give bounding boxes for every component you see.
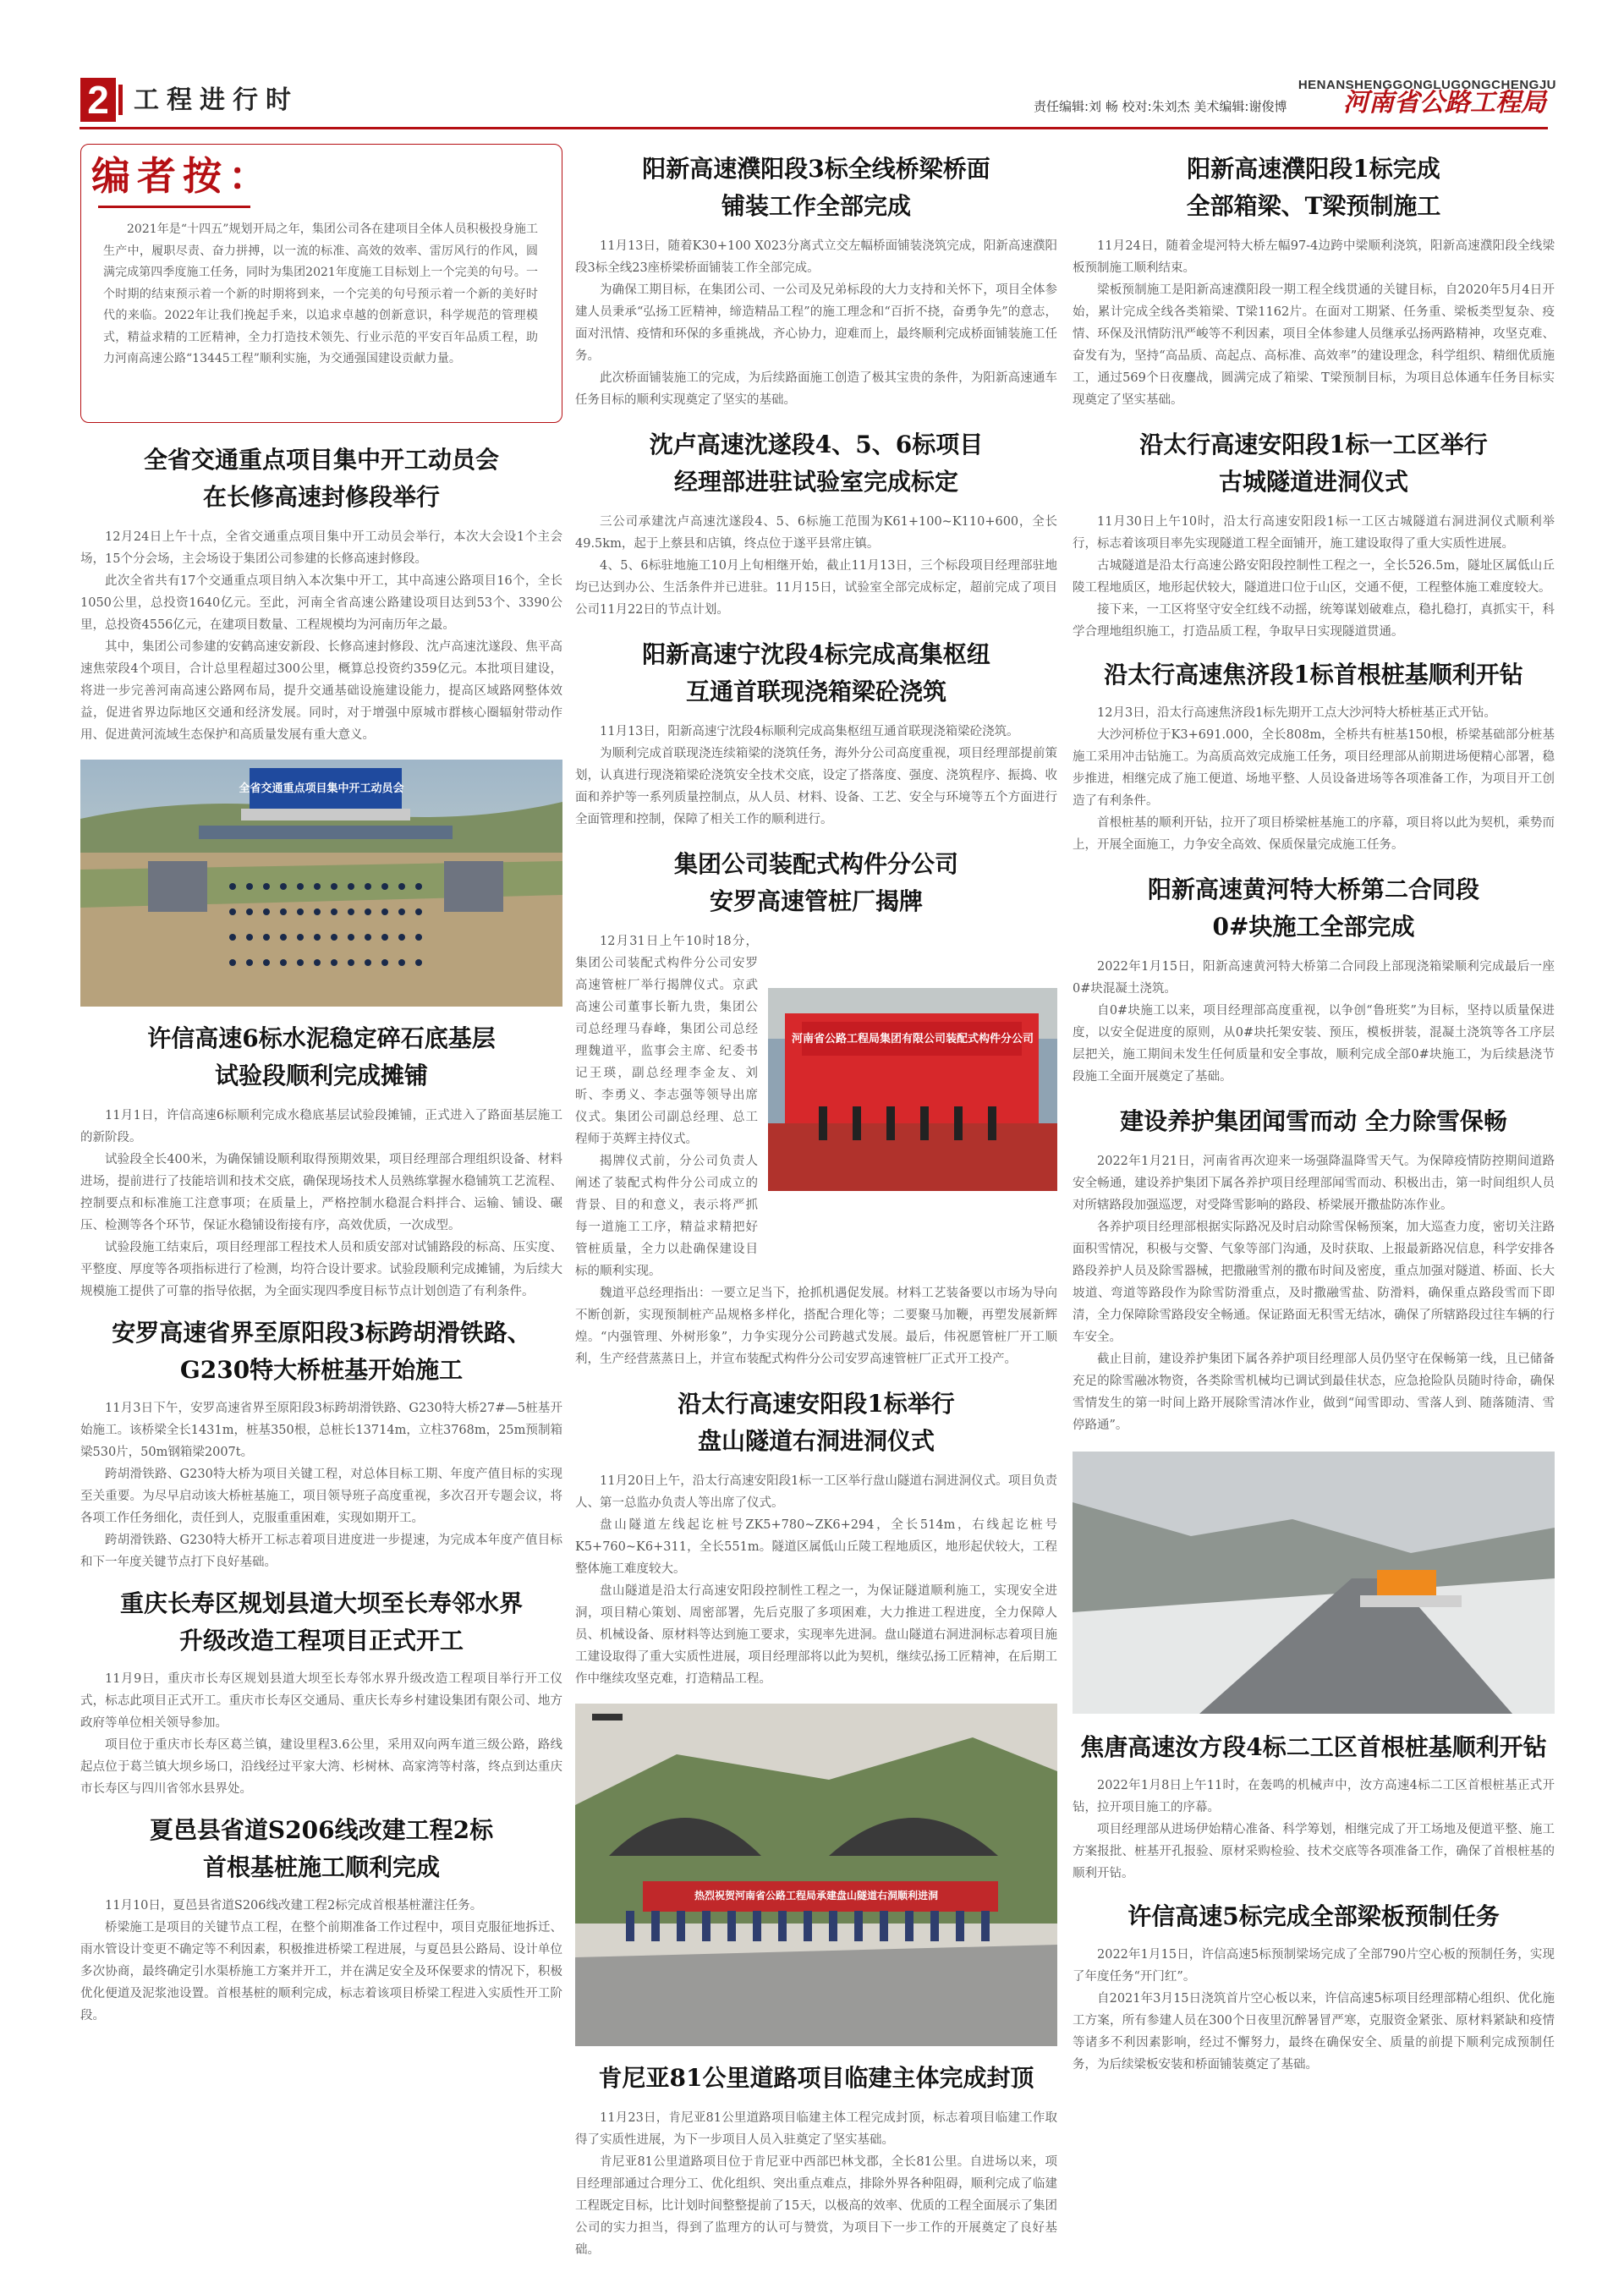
article	[575, 846, 1057, 1370]
article-title: 建设养护集团闻雪而动 全力除雪保畅	[1120, 1107, 1507, 1135]
article-paragraph: 2022年1月21日，河南省再次迎来一场强降温降雪天气。为保障疫情防控期间道路安全畅通，建设养护集团下属各养护项目经理部闻雪而动、积极出击，第一时间组织人员对所辖路段加强巡逻，对受降雪影响的路段、桥梁展开撒盐防冻作业。	[1073, 1155, 1555, 1212]
article-title: 沈卢高速沈遂段4、5、6标项目 经理部进驻试验室完成标定	[649, 431, 984, 496]
editor-note-underline	[98, 206, 250, 208]
article-paragraph: 试验段全长400米，为确保铺设顺利取得预期效果，项目经理部合理组织设备、材料进场，提前进行了技能培训和技术交底，确保现场技术人员熟练掌握水稳铺筑工艺流程、控制要点和标准施工注意事项；在质量上，严格控制水稳混合料拌合、运输、铺设、碾压、检测等各个环节，保证水稳铺设衔接有序，高效优质，一次成型。	[80, 1153, 562, 1232]
factory-photo-svg	[768, 988, 1057, 1191]
article-paragraph: 首根桩基的顺利开钻，拉开了项目桥梁桩基施工的序幕，项目将以此为契机，乘势而上，开展全面施工，力争安全高效、保质保量完成施工任务。	[1073, 816, 1555, 852]
article-paragraph: 11月20日上午，沿太行高速安阳段1标一工区举行盘山隧道右洞进洞仪式。项目负责人、第一总监办负责人等出席了仪式。	[575, 1474, 1057, 1510]
article-body	[80, 526, 562, 746]
article-paragraph: 接下来，一工区将坚守安全红线不动摇，统筹谋划破难点，稳扎稳打，真抓实干，科学合理地组织施工，打造品质工程，争取早日实现隧道贯通。	[1073, 603, 1555, 639]
header-org-name: 河南省公路工程局	[1343, 88, 1546, 118]
article-paragraph: 肯尼亚81公里道路项目位于肯尼亚中西部巴林戈郡，全长81公里。自进场以来，项目经理部通过合理分工、优化组织、突出重点难点，排除外界各种阻碍，顺利完成了临建工程既定目标，比计划时间整整提前了15天，以极高的效率、优质的工程全面展示了集团公司的实力担当，得到了监理方的认可与赞赏，为项目下一步工作的开展奠定了良好基础。	[575, 2155, 1057, 2257]
header-rule	[80, 127, 1548, 129]
article-paragraph: 自0#块施工以来，项目经理部高度重视，以争创“鲁班奖”为目标，坚持以质量保进度，以安全促进度的原则，从0#块托架安装、预压，模板拼装，混凝土浇筑等各工序层层把关，施工期间未发生任何质量和安全事故，顺利完成全部0#块施工，为后续悬浇节段施工全面开展奠定了基础。	[1073, 1004, 1555, 1084]
article	[80, 1314, 562, 1573]
article-title: 阳新高速黄河特大桥第二合同段 0#块施工全部完成	[1147, 875, 1479, 941]
page-number: 2	[80, 78, 116, 122]
article-paragraph: 古城隧道是沿太行高速公路安阳段控制性工程之一，全长526.5m，隧址区属低山丘陵工程地质区，地形起伏较大，隧道进口位于山区，交通不便，工程整体施工难度较大。	[1073, 559, 1555, 595]
article-paragraph: 12月24日上午十点，全省交通重点项目集中开工动员会举行，本次大会设1个主会场，15个分会场，主会场设于集团公司参建的长修高速封修段。	[80, 530, 562, 566]
article-title: 许信高速6标水泥稳定碎石底基层 试验段顺利完成摊铺	[147, 1024, 496, 1089]
article-paragraph: 2022年1月8日上午11时，在轰鸣的机械声中，汝方高速4标二工区首根桩基正式开钻，拉开项目施工的序幕。	[1073, 1779, 1555, 1814]
article-body	[80, 1105, 562, 1303]
article-paragraph: 试验段施工结束后，项目经理部工程技术人员和质安部对试铺路段的标高、压实度、平整度、厚度等各项指标进行了检测，均符合设计要求。试验段顺利完成摊铺，为后续大规模施工提供了可靠的指导依据，为全面实现四季度目标节点计划创造了有利条件。	[80, 1241, 562, 1298]
article-paragraph: 11月23日，肯尼亚81公里道路项目临建主体工程完成封顶，标志着项目临建工作取得了实质性进展，为下一步项目人员入驻奠定了坚实基础。	[575, 2111, 1057, 2147]
article	[1073, 656, 1555, 856]
article-body	[1073, 1944, 1555, 2076]
column-middle	[575, 151, 1057, 2261]
article-body	[1073, 1775, 1555, 1885]
article-title: 集团公司装配式构件分公司 安罗高速管桩厂揭牌	[673, 850, 958, 915]
article	[80, 1020, 562, 1303]
article-paragraph: 11月3日下午，安罗高速省界至原阳段3标跨胡滑铁路、G230特大桥27#—5桩基开始施工。该桥梁全长1431m，桩基350根，总桩长13714m，立柱3768m，25m预制箱梁530片，50m钢箱梁2007t。	[80, 1402, 562, 1459]
article-paragraph: 此次全省共有17个交通重点项目纳入本次集中开工，其中高速公路项目16个，全长1050公里，总投资1640亿元。至此，河南全省高速公路建设项目达到53个、3390公里，总投资4556亿元，在建项目数量、工程规模均为河南历年之最。	[80, 574, 562, 632]
article-paragraph: 跨胡滑铁路、G230特大桥开工标志着项目进度进一步提速，为完成本年度产值目标和下一年度关键节点打下良好基础。	[80, 1534, 562, 1569]
article-paragraph: 桥梁施工是项目的关键节点工程，在整个前期准备工作过程中，项目克服征地拆迁、雨水管设计变更不确定等不利因素，积极推进桥梁工程进展，与夏邑县公路局、设计单位多次协商，最终确定引水渠桥施工方案并开工，并在满足安全及环保要求的情况下，积极优化便道及泥浆池设置。首根基桩的顺利完成，标志着该项目桥梁工程进入实质性开工阶段。	[80, 1921, 562, 2022]
article-paragraph: 魏道平总经理指出：一要立足当下，抢抓机遇促发展。材料工艺装备要以市场为导向不断创新，实现预制桩产品规格多样化，搭配合理化等；二要聚马加鞭，再塑发展新辉煌。“内强管理、外树形象”，力争实现分公司跨越式发展。最后，伟祝愿管桩厂开工顺利，生产经营蒸蒸日上，并宣布装配式构件分公司安罗高速管桩厂正式开工投产。	[575, 1287, 1057, 1366]
article	[80, 1812, 562, 2027]
article-body	[575, 1470, 1057, 1690]
article-body	[80, 1397, 562, 1573]
article	[575, 151, 1057, 411]
article-body	[575, 235, 1057, 411]
article-paragraph: 截止目前，建设养护集团下属各养护项目经理部人员仍坚守在保畅第一线，且已储备充足的除雪融冰物资，各类除雪机械均已调试到最佳状态，应急抢险队员随时待命，确保雪情发生的第一时间上路开展除雪清冰作业，做到“闻雪即动、雪落人到、随落随清、雪停路通”。	[1073, 1353, 1555, 1432]
article-body	[575, 511, 1057, 621]
column-left	[80, 144, 562, 2027]
article-paragraph: 11月24日，随着金堤河特大桥左幅97-4边跨中梁顺利浇筑，阳新高速濮阳段全线梁板预制施工顺利结束。	[1073, 239, 1555, 275]
header-accent-bar	[118, 85, 123, 115]
article	[1073, 426, 1555, 643]
article-paragraph: 揭牌仪式前，分公司负责人阐述了装配式构件分公司成立的背景、目的和意义，表示将严抓每一道施工工序，精益求精把好管桩质量，全力以赴确保建设目标的顺利实现。	[575, 1155, 758, 1278]
article-title: 焦唐高速汝方段4标二工区首根桩基顺利开钻	[1080, 1733, 1547, 1761]
article-title: 沿太行高速安阳段1标一工区举行 古城隧道进洞仪式	[1139, 431, 1488, 496]
editor-note-text: 2021年是“十四五”规划开局之年，集团公司各在建项目全体人员积极投身施工生产中，履职尽责、奋力拼搏，以一流的标准、高效的效率、雷厉风行的作风，圆满完成第四季度施工任务，同时为集团2021年度施工目标划上一个完美的句号。一个时期的结束预示着一个新的时期将到来，一个完美的句号预示着一个新的美好时代的来临。2022年让我们挽起手来，以追求卓越的创新意识，科学规范的管理模式，精益求精的工匠精神，全力打造技术领先、行业示范的平安百年品质工程，助力河南高速公路“13445工程”顺利实施，为交通强国建设贡献力量。	[103, 222, 538, 365]
article-title: 沿太行高速焦济段1标首根桩基顺利开钻	[1104, 661, 1523, 689]
editor-note-title: 编者按：	[91, 153, 274, 199]
article-body	[80, 1895, 562, 2027]
photo-factory-unveiling	[768, 988, 1057, 1191]
article-paragraph: 12月3日，沿太行高速焦济段1标先期开工点大沙河特大桥桩基正式开钻。	[1097, 706, 1496, 720]
header-credits: 责任编辑:刘 畅 校对:朱刘杰 美术编辑:谢俊博	[1034, 99, 1287, 114]
article-title: 阳新高速宁沈段4标完成高集枢纽 互通首联现浇箱梁砼浇筑	[642, 640, 990, 705]
article-body	[575, 721, 1057, 831]
article-paragraph: 自2021年3月15日浇筑首片空心板以来，许信高速5标项目经理部精心组织、优化施工方案，所有参建人员在300个日夜里沉醉暑冒严寒，克服资金紧张、原材料紧缺和疫情等诸多不利因素影响，经过不懈努力，最终在确保安全、质量的前提下顺利完成预制任务，为后续梁板安装和桥面铺装奠定了基础。	[1073, 1992, 1555, 2072]
ceremony-banner-text: 全省交通重点项目集中开工动员会	[239, 782, 404, 795]
article-paragraph: 盘山隧道左线起讫桩号ZK5+780~ZK6+294，全长514m，右线起讫桩号K5+760~K6+311，全长551m。隧道区属低山丘陵工程地质区，地形起伏较大，工程整体施工难度较大。	[575, 1518, 1057, 1576]
photo-tunnel-ceremony	[575, 1704, 1057, 2046]
article-body	[1073, 956, 1555, 1088]
article-title: 肯尼亚81公里道路项目临建主体完成封顶	[598, 2064, 1034, 2092]
article	[575, 636, 1057, 831]
article-paragraph: 盘山隧道是沿太行高速安阳段控制性工程之一，为保证隧道顺利施工，实现安全进洞，项目精心策划、周密部署，先后克服了多项困难，大力推进工程进度，全力保障人员、机械设备、原材料等达到施工要求，实现率先进洞。盘山隧道右洞进洞标志着项目施工建设取得了重大实质性进展，项目经理部将以此为契机，继续弘扬工匠精神，在后期工作中继续攻坚克难，打造精品工程。	[575, 1584, 1057, 1686]
article-body	[575, 2107, 1057, 2261]
article-body	[1073, 1150, 1555, 1436]
article	[1073, 151, 1555, 411]
article-paragraph: 2022年1月15日，许信高速5标预制梁场完成了全部790片空心板的预制任务，实现了年度任务“开门红”。	[1073, 1948, 1555, 1984]
article-body	[1073, 702, 1555, 856]
article	[575, 426, 1057, 621]
editor-note-box	[80, 144, 562, 423]
snow-photo-svg	[1073, 1452, 1555, 1714]
article-body	[1073, 511, 1555, 643]
article-body	[1073, 235, 1555, 411]
article	[1073, 1103, 1555, 1436]
article	[1073, 871, 1555, 1088]
photo-opening-ceremony	[80, 760, 562, 1007]
article-paragraph: 11月9日，重庆市长寿区规划县道大坝至长寿邻水界升级改造工程项目举行开工仪式，标志此项目正式开工。重庆市长寿区交通局、重庆长寿乡村建设集团有限公司、地方政府等单位相关领导参加。	[80, 1672, 562, 1730]
article	[80, 1585, 562, 1800]
article	[80, 442, 562, 746]
article-paragraph: 12月31日上午10时18分，集团公司装配式构件分公司安罗高速管桩厂举行揭牌仪式。京武高速公司董事长靳九贵，集团公司总经理马春峰，集团公司总经理魏道平，监事会主席、纪委书记王瑛，副总经理李金友、刘昕、李勇义、李志强等领导出席仪式。集团公司副总经理、总工程师于英辉主持仪式。	[575, 935, 758, 1146]
article-paragraph: 2022年1月15日，阳新高速黄河特大桥第二合同段上部现浇箱梁顺利完成最后一座0#块混凝土浇筑。	[1073, 960, 1555, 996]
article-title: 安罗高速省界至原阳段3标跨胡滑铁路、 G230特大桥桩基开始施工	[112, 1319, 531, 1384]
article	[1073, 1729, 1555, 1885]
article-paragraph: 11月13日，阳新高速宁沈段4标顺利完成高集枢纽互通首联现浇箱梁砼浇筑。	[600, 725, 1019, 738]
article-title: 沿太行高速安阳段1标举行 盘山隧道右洞进洞仪式	[678, 1390, 955, 1455]
article-paragraph: 此次桥面铺装施工的完成，为后续路面施工创造了极其宝贵的条件，为阳新高速通车任务目标的顺利实现奠定了坚实的基础。	[575, 371, 1057, 407]
article-paragraph: 梁板预制施工是阳新高速濮阳段一期工程全线贯通的关键目标，自2020年5月4日开始，累计完成全线各类箱梁、T梁1162片。在面对工期紧、任务重、梁板类型复杂、疫情、环保及汛情防汛严峻等不利因素，项目全体参建人员继承弘扬两路精神，攻坚克难、奋发有为，坚持“高品质、高起点、高标准、高效率”的建设理念，科学组织、精细优质施工，通过569个日夜鏖战，圆满完成了箱梁、T梁预制目标，为项目总体通车任务目标实现奠定了坚实基础。	[1073, 283, 1555, 407]
article-body	[80, 1668, 562, 1800]
article-paragraph: 11月30日上午10时，沿太行高速安阳段1标一工区古城隧道右洞进洞仪式顺利举行，标志着该项目率先实现隧道工程全面铺开，施工建设取得了重大实质性进展。	[1073, 515, 1555, 551]
article	[575, 2060, 1057, 2261]
article-paragraph: 其中，集团公司参建的安鹤高速安新段、长修高速封修段、沈卢高速沈遂段、焦平高速焦荥段4个项目，合计总里程超过300公里，概算总投资约359亿元。本批项目建设，将进一步完善河南高速公路网布局，提升交通基础设施建设能力，提高区域路网整体效益，促进省界边际地区交通和经济发展。同时，对于增强中原城市群核心圈辐射带动作用、促进黄河流域生态保护和高质量发展有重大意义。	[80, 640, 562, 742]
article-paragraph: 各养护项目经理部根据实际路况及时启动除雪保畅预案，加大巡查力度，密切关注路面积雪情况，积极与交警、气象等部门沟通，及时获取、上报最新路况信息，科学安排各路段养护人员及除雪器械，把撒融雪剂的撒布时间及密度，重点加强对隧道、桥面、长大坡道、弯道等路段作为除雪防滑重点，及时撒融雪盐、防滑料，确保重点路段雪而下即清，全力保障除雪路段安全畅通。保证路面无积雪无结冰，确保了所辖路段过往车辆的行车安全。	[1073, 1221, 1555, 1344]
article-title: 重庆长寿区规划县道大坝至长寿邻水界 升级改造工程项目正式开工	[119, 1589, 523, 1655]
article-paragraph: 11月13日，随着K30+100 X023分离式立交左幅桥面铺装浇筑完成，阳新高速濮阳段3标全线23座桥梁桥面铺装工作全部完成。	[575, 239, 1057, 275]
header-pinyin: HENANSHENGGONGLUGONGCHENGJU	[1298, 78, 1556, 92]
article-paragraph: 项目位于重庆市长寿区葛兰镇，建设里程3.6公里，采用双向两车道三级公路，路线起点位于葛兰镇大坝乡场口，沿线经过平家大湾、杉树林、高家湾等村落，终点到达重庆市长寿区与四川省邻水县界处。	[80, 1738, 562, 1796]
article-title: 阳新高速濮阳段1标完成 全部箱梁、T梁预制施工	[1186, 155, 1441, 220]
article	[575, 1386, 1057, 1690]
article-title: 夏邑县省道S206线改建工程2标 首根基桩施工顺利完成	[149, 1816, 494, 1881]
article-paragraph: 4、5、6标驻地施工10月上旬相继开始，截止11月13日，三个标段项目经理部驻地均已达到办公、生活条件并已进驻。11月15日，试验室全部完成标定，超前完成了项目公司11月22日的节点计划。	[575, 559, 1057, 617]
article	[1073, 1898, 1555, 2076]
photo-snow-plow	[1073, 1452, 1555, 1714]
tunnel-photo-svg	[575, 1704, 1057, 2046]
article-paragraph: 三公司承建沈卢高速沈遂段4、5、6标施工范围为K61+100~K110+600，全长49.5km，起于上蔡县和店镇，终点位于遂平县常庄镇。	[575, 515, 1057, 551]
article-title: 阳新高速濮阳段3标全线桥梁桥面 铺装工作全部完成	[642, 155, 990, 220]
column-right	[1073, 151, 1555, 2076]
article-paragraph: 11月10日，夏邑县省道S206线改建工程2标完成首根基桩灌注任务。	[105, 1899, 483, 1913]
article-paragraph: 11月1日，许信高速6标顺利完成水稳底基层试验段摊铺，正式进入了路面基层施工的新阶段。	[80, 1109, 562, 1144]
article-title: 全省交通重点项目集中开工动员会 在长修高速封修段举行	[143, 446, 499, 511]
section-title: 工程进行时	[134, 85, 299, 115]
article-paragraph: 大沙河桥位于K3+691.000，全长808m，全桥共有桩基150根，桥梁基础部分桩基施工采用冲击钻施工。为高质高效完成施工任务，项目经理部从前期进场便精心部署，稳步推进，相继完成了施工便道、场地平整、人员设备进场等各项准备工作，为项目开工创造了有利条件。	[1073, 728, 1555, 808]
article-paragraph: 项目经理部从进场伊始精心准备、科学筹划，相继完成了开工场地及便道平整、施工方案报批、桩基开孔报验、原材采购检验、技术交底等各项准备工作，确保了首根桩基的顺利开钻。	[1073, 1823, 1555, 1880]
tunnel-banner-text: 热烈祝贺河南省公路工程局承建盘山隧道右洞顺利进洞	[694, 1890, 938, 1902]
factory-sign-text: 河南省公路工程局集团有限公司装配式构件分公司	[791, 1033, 1034, 1045]
article-paragraph: 为确保工期目标，在集团公司、一公司及兄弟标段的大力支持和关怀下，项目全体参建人员秉承“弘扬工匠精神，缔造精品工程”的施工理念和“百折不挠，奋勇争先”的意志，面对汛情、疫情和环保的多重挑战，齐心协力，迎难而上，最终顺利完成桥面铺装施工任务。	[575, 283, 1057, 363]
article-paragraph: 跨胡滑铁路、G230特大桥为项目关键工程，对总体目标工期、年度产值目标的实现至关重要。为尽早启动该大桥桩基施工，项目领导班子高度重视，多次召开专题会议，将各项工作任务细化，责任到人，克服重重困难，实现如期开工。	[80, 1468, 562, 1525]
article-title: 许信高速5标完成全部梁板预制任务	[1127, 1902, 1500, 1930]
article-paragraph: 为顺利完成首联现浇连续箱梁的浇筑任务，海外分公司高度重视，项目经理部提前策划，认真进行现浇箱梁砼浇筑安全技术交底，设定了搭落度、强度、浇筑程序、振捣、收面和养护等一系列质量控制点，从人员、材料、设备、工艺、安全与环境等五个方面进行全面管理和控制，保障了相关工作的顺利进行。	[575, 747, 1057, 826]
